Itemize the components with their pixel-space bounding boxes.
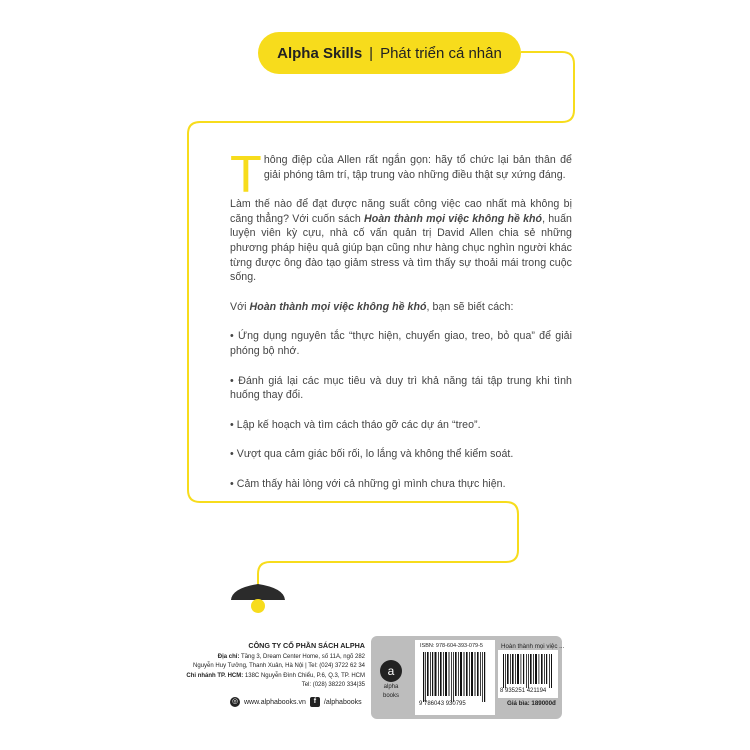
facebook-icon: f xyxy=(310,697,320,707)
website-link[interactable]: www.alphabooks.vn xyxy=(244,698,306,706)
bullet-item: • Cảm thấy hài lòng với cả những gì mình chưa thực hiện. xyxy=(230,477,506,490)
globe-icon: ◎ xyxy=(231,698,239,705)
series-category: Phát triển cá nhân xyxy=(380,44,502,62)
barcode-book-title: Hoàn thành mọi việc ... xyxy=(501,643,565,650)
publisher-branch xyxy=(185,672,365,681)
description-paragraph xyxy=(230,197,572,285)
isbn-digits: 9 786043 930795 xyxy=(419,701,466,707)
publisher-address-2: Nguyễn Huy Tưởng, Thanh Xuân, Hà Nội | Tel: (024) 3722 62 34 xyxy=(193,663,365,670)
series-separator: | xyxy=(369,44,374,62)
branch-label: Chi nhánh TP. HCM: xyxy=(186,672,244,679)
series-badge xyxy=(258,32,521,74)
publisher-links xyxy=(230,697,362,707)
logo-text-2: books xyxy=(382,693,399,699)
bullet-item: • Ứng dụng nguyên tắc “thực hiện, chuyển giao, treo, bỏ qua” để giải phóng bộ nhớ. xyxy=(230,330,572,357)
intro-text: hông điệp của Allen rất ngắn gọn: hãy tổ chức lại bản thân để giải phóng tâm trí, tập trung vào những điều thật sự xứng đáng. xyxy=(263,154,572,181)
book-title-inline: Hoàn thành mọi việc không hề khó xyxy=(249,300,427,313)
address-text: Tầng 3, Dream Center Home, số 11A, ngõ 282 xyxy=(241,654,365,661)
logo-text-1: alpha xyxy=(383,684,399,690)
price-barcode-box xyxy=(498,650,558,698)
series-brand: Alpha Skills xyxy=(277,44,363,62)
address-label: Địa chỉ: xyxy=(217,654,240,661)
lead-in-text-a: Với xyxy=(230,300,250,313)
description-text-a: Làm thế nào để đạt được năng suất công việc cao nhất mà không bị căng thẳng? Với cuốn sách xyxy=(230,198,572,225)
facebook-link[interactable]: /alphabooks xyxy=(323,698,362,706)
publisher-address xyxy=(185,653,365,662)
publisher-tel: Tel: (028) 38220 334|35 xyxy=(301,681,365,688)
isbn-barcode-box xyxy=(415,640,495,715)
description-text-b: , huấn luyện viên kỳ cựu, nhà cố vấn quản trị David Allen chia sẻ những phương pháp hiệu quả giúp bạn cũng như hàng chục nghìn người khác từng được ông đào tạo giảm stress và tìm thấy sự thoải mái trong cuộc sống. xyxy=(230,212,572,284)
cover-price: Giá bìa: 189000đ xyxy=(507,700,556,707)
publisher-logo xyxy=(377,660,405,700)
isbn-text: ISBN: 978-604-393-079-5 xyxy=(420,643,483,649)
bullet-item: • Lập kế hoạch và tìm cách tháo gỡ các dự án “treo”. xyxy=(230,418,481,431)
bullet-item: • Vượt qua cảm giác bối rối, lo lắng và không thể kiểm soát. xyxy=(230,448,514,461)
publisher-info xyxy=(185,641,365,690)
lead-in-paragraph xyxy=(230,300,572,315)
price-code-digits: 8 935251 421194 xyxy=(500,688,547,694)
lead-in-text-b: , bạn sẽ biết cách: xyxy=(426,300,514,313)
back-cover-text xyxy=(230,146,572,507)
lamp-icon xyxy=(231,584,285,613)
book-title-inline: Hoàn thành mọi việc không hề khó xyxy=(364,212,543,225)
branch-text: 138C Nguyễn Đình Chiểu, P.6, Q.3, TP. HCM xyxy=(244,672,365,679)
bullet-item: • Đánh giá lại các mục tiêu và duy trì khả năng tái tập trung khi tình huống thay đổi. xyxy=(230,374,572,402)
alpha-logo-icon: a xyxy=(380,660,402,682)
publisher-name: CÔNG TY CỔ PHẦN SÁCH ALPHA xyxy=(248,641,365,650)
drop-cap: T xyxy=(230,146,262,204)
intro-paragraph xyxy=(230,146,572,204)
